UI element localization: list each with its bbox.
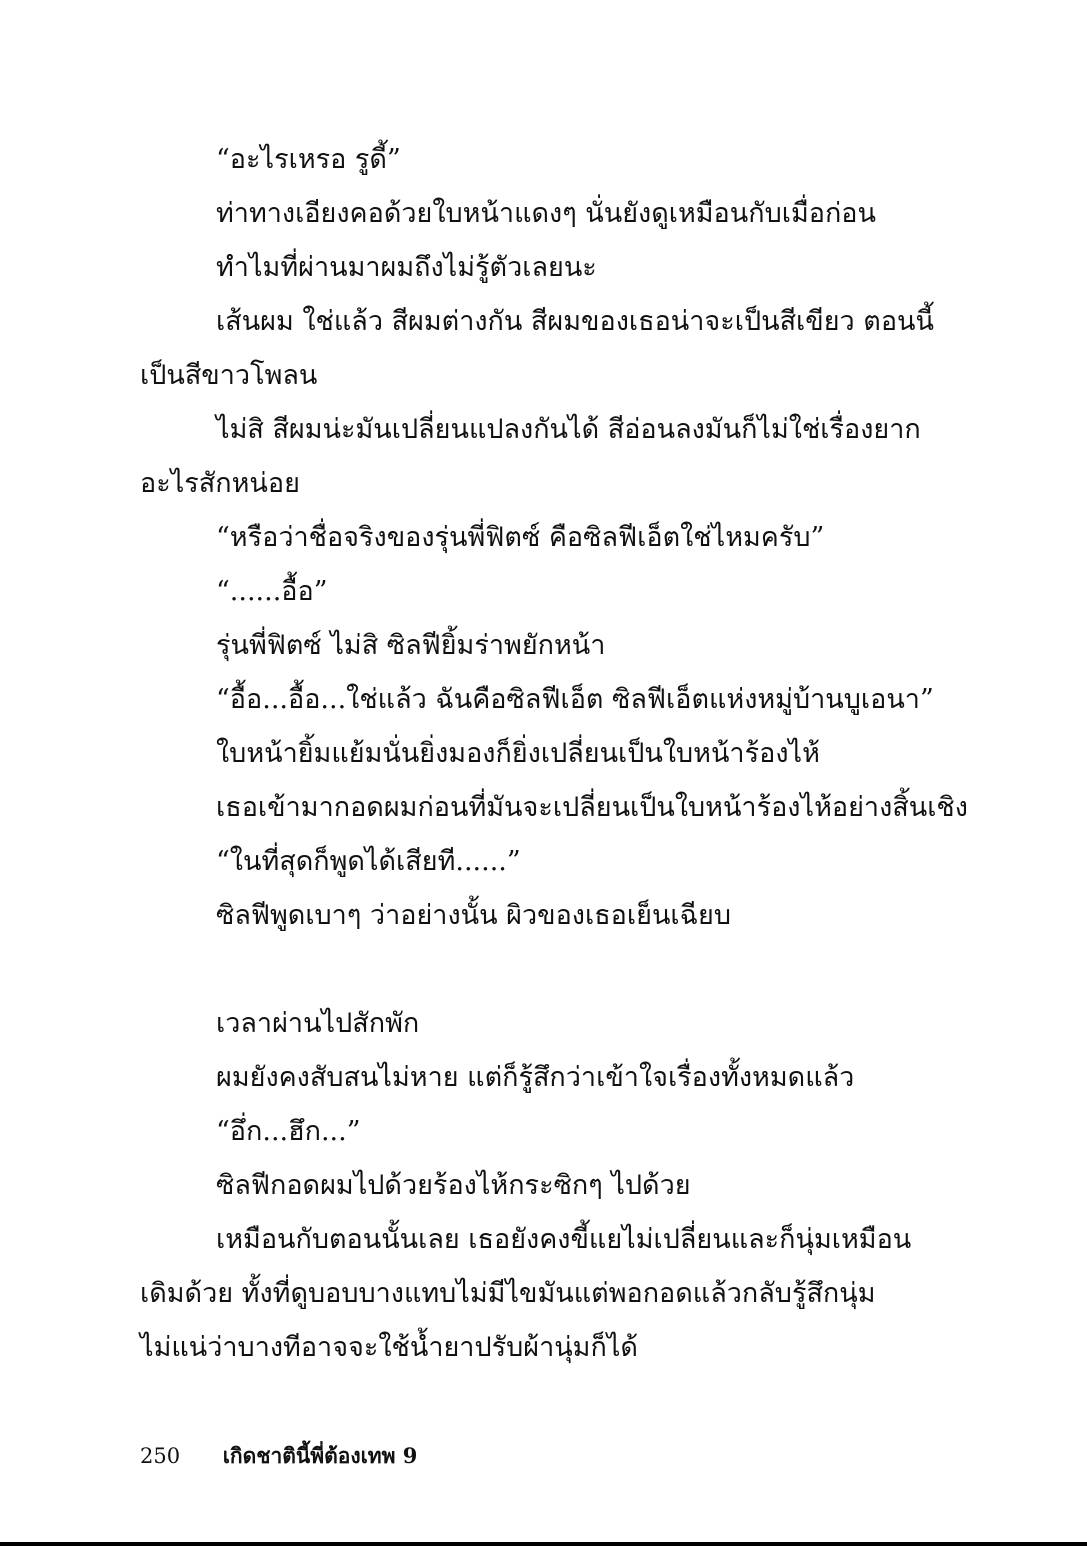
page-footer [140, 1440, 417, 1472]
paragraph-line: ผมยังคงสับสนไม่หาย แต่ก็รู้สึกว่าเข้าใจเรื่องทั้งหมดแล้ว [216, 1062, 855, 1093]
paragraph-line: เหมือนกับตอนนั้นเลย เธอยังคงขี้แยไม่เปลี่ยนและก็นุ่มเหมือน [216, 1224, 912, 1255]
paragraph-line: “อะไรเหรอ รูดี้” [216, 144, 401, 175]
paragraph-line: เธอเข้ามากอดผมก่อนที่มันจะเปลี่ยนเป็นใบหน้าร้องไห้อย่างสิ้นเชิง [216, 792, 968, 823]
paragraph-line: “อื้อ...อื้อ...ใช่แล้ว ฉันคือซิลฟีเอ็ต ซิลฟีเอ็ตแห่งหมู่บ้านบูเอนา” [216, 684, 934, 715]
paragraph-line: อะไรสักหน่อย [140, 468, 300, 499]
paragraph-line: ซิลฟีพูดเบาๆ ว่าอย่างนั้น ผิวของเธอเย็นเฉียบ [216, 900, 731, 931]
paragraph-line: ทำไมที่ผ่านมาผมถึงไม่รู้ตัวเลยนะ [216, 252, 597, 283]
paragraph-line: ท่าทางเอียงคอด้วยใบหน้าแดงๆ นั่นยังดูเหมือนกับเมื่อก่อน [216, 198, 876, 229]
paragraph-line: เส้นผม ใช่แล้ว สีผมต่างกัน สีผมของเธอน่าจะเป็นสีเขียว ตอนนี้ [216, 306, 934, 337]
paragraph-line: รุ่นพี่ฟิตซ์ ไม่สิ ซิลฟียิ้มร่าพยักหน้า [216, 630, 606, 661]
body-text [140, 133, 968, 1375]
section-break [140, 943, 890, 997]
paragraph-line: ซิลฟีกอดผมไปด้วยร้องไห้กระซิกๆ ไปด้วย [216, 1170, 691, 1201]
running-title: เกิดชาตินี้พี่ต้องเทพ 9 [222, 1443, 418, 1468]
paragraph-line: “อึ่ก...ฮึก...” [216, 1116, 361, 1147]
paragraph-line: “ในที่สุดก็พูดได้เสียที......” [216, 846, 521, 877]
paragraph-line: เป็นสีขาวโพลน [140, 360, 318, 391]
paragraph-line: “หรือว่าชื่อจริงของรุ่นพี่ฟิตซ์ คือซิลฟีเอ็ตใช่ไหมครับ” [216, 522, 825, 553]
paragraph-line: “......อื้อ” [216, 576, 328, 607]
paragraph-line: ไม่แน่ว่าบางทีอาจจะใช้น้ำยาปรับผ้านุ่มก็ได้ [140, 1332, 638, 1363]
paragraph-line: ไม่สิ สีผมน่ะมันเปลี่ยนแปลงกันได้ สีอ่อนลงมันก็ไม่ใช่เรื่องยาก [216, 414, 921, 445]
bottom-border [0, 1542, 1087, 1546]
paragraph-line: ใบหน้ายิ้มแย้มนั่นยิ่งมองก็ยิ่งเปลี่ยนเป็นใบหน้าร้องไห้ [216, 738, 820, 769]
paragraph-line: เดิมด้วย ทั้งที่ดูบอบบางแทบไม่มีไขมันแต่พอกอดแล้วกลับรู้สึกนุ่ม [140, 1278, 876, 1309]
paragraph-line: เวลาผ่านไปสักพัก [216, 1008, 420, 1039]
page-number: 250 [140, 1444, 181, 1468]
